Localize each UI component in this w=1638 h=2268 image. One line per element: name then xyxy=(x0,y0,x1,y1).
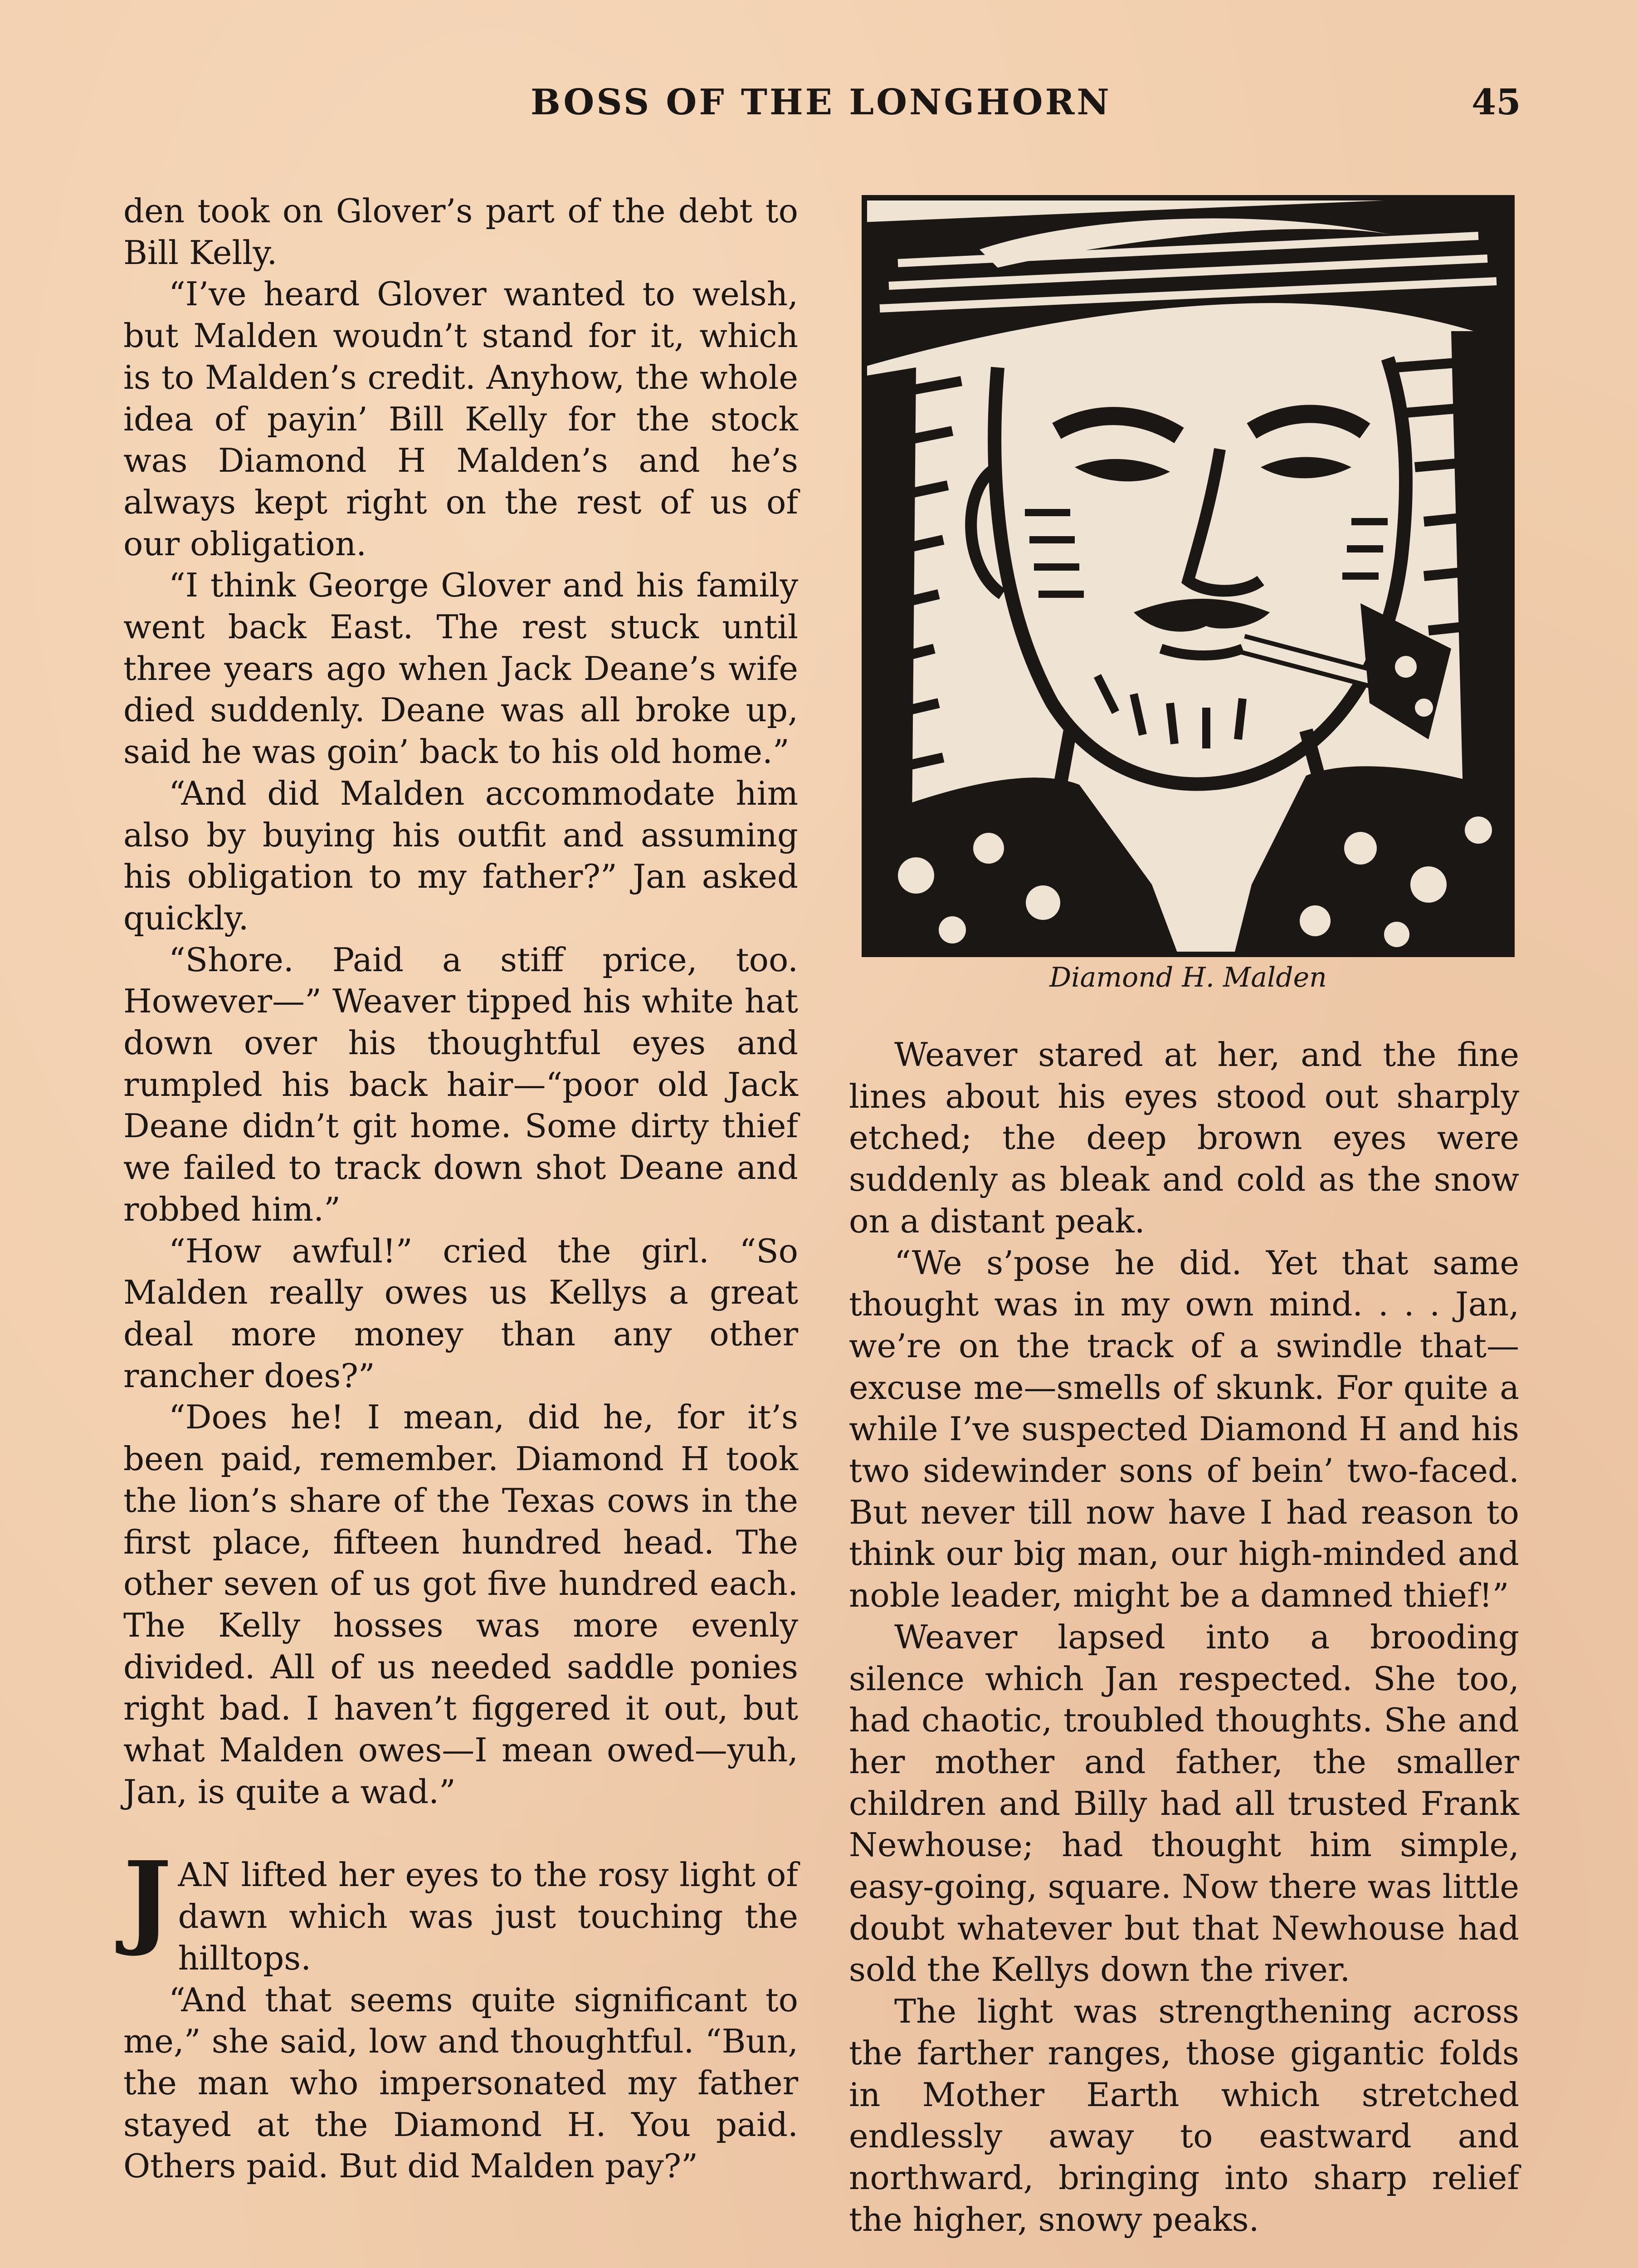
paragraph: “How awful!” cried the girl. “So Malden really owes us Kellys a great deal more money than any other rancher does?” xyxy=(123,1232,798,1395)
paragraph: “Shore. Paid a stiff price, too. However—” Weaver tipped his white hat down over his thoughtful eyes and rumpled his back hair—“poor old Jack Deane didn’t git home. Some dirty thief we failed to track down shot Deane and robbed him.” xyxy=(123,940,798,1228)
right-column xyxy=(849,1034,1519,2240)
paragraph: “And that seems quite significant to me,” she said, low and thoughtful. “Bun, the man who impersonated my father stayed at the Diamond H. You paid. Others paid. But did Malden pay?” xyxy=(123,1980,798,2185)
paragraph: Weaver stared at her, and the fine lines about his eyes stood out sharply etched; the deep brown eyes were suddenly as bleak and cold as the snow on a distant peak. xyxy=(849,1036,1519,1240)
left-column xyxy=(123,191,798,2187)
page-number: 45 xyxy=(1472,82,1521,123)
paragraph: Weaver lapsed into a brooding silence which Jan respected. She too, had chaotic, troubled thoughts. She and her mother and father, the smaller children and Billy had all trusted Frank Newhouse; had thought him simple, easy-going, square. Now there was little doubt whatever but that Newhouse had sold the Kellys down the river. xyxy=(849,1618,1519,1989)
page-header xyxy=(0,82,1638,136)
section-break xyxy=(123,1813,798,1854)
paragraph: The light was strengthening across the farther ranges, those gigantic folds in Mother Earth which stretched endlessly away to eastward and northward, bringing into sharp relief the higher, snowy peaks. xyxy=(849,1992,1519,2239)
portrait-illustration xyxy=(862,195,1515,957)
illustration-caption: Diamond H. Malden xyxy=(1049,962,1327,993)
paragraph: “We s’pose he did. Yet that same thought was in my own mind. . . . Jan, we’re on the track of a swindle that—excuse me—smells of skunk. For quite a while I’ve suspected Diamond H and his two sidewinder sons of bein’ two-faced. But never till now have I had reason to think our big man, our high-minded and noble leader, might be a damned thief!” xyxy=(849,1243,1519,1615)
running-title: BOSS OF THE LONGHORN xyxy=(531,82,1112,123)
woodcut-portrait-icon xyxy=(862,195,1515,957)
paragraph: “Does he! I mean, did he, for it’s been paid, remember. Diamond H took the lion’s share of the Texas cows in the first place, fifteen hundred head. The other seven of us got five hundred each. The Kelly hosses was more evenly divided. All of us needed saddle ponies right bad. I haven’t figgered it out, but what Malden owes—I mean owed—yuh, Jan, is quite a wad.” xyxy=(123,1398,798,1811)
paragraph: “And did Malden accommodate him also by buying his outfit and assuming his obligation to my father?” Jan asked quickly. xyxy=(123,774,798,937)
paragraph: “I’ve heard Glover wanted to welsh, but Malden woudn’t stand for it, which is to Malden’s credit. Anyhow, the whole idea of payin’ Bill Kelly for the stock was Diamond H Malden’s and he’s always kept right on the rest of us of our obligation. xyxy=(123,275,798,563)
paragraph: den took on Glover’s part of the debt to Bill Kelly. xyxy=(123,192,798,272)
drop-cap-paragraph: JAN lifted her eyes to the rosy light of dawn which was just touching the hilltops. xyxy=(123,1839,798,1977)
paragraph: “I think George Glover and his family went back East. The rest stuck until three years ago when Jack Deane’s wife died suddenly. Deane was all broke up, said he was goin’ back to his old home.” xyxy=(123,566,798,771)
